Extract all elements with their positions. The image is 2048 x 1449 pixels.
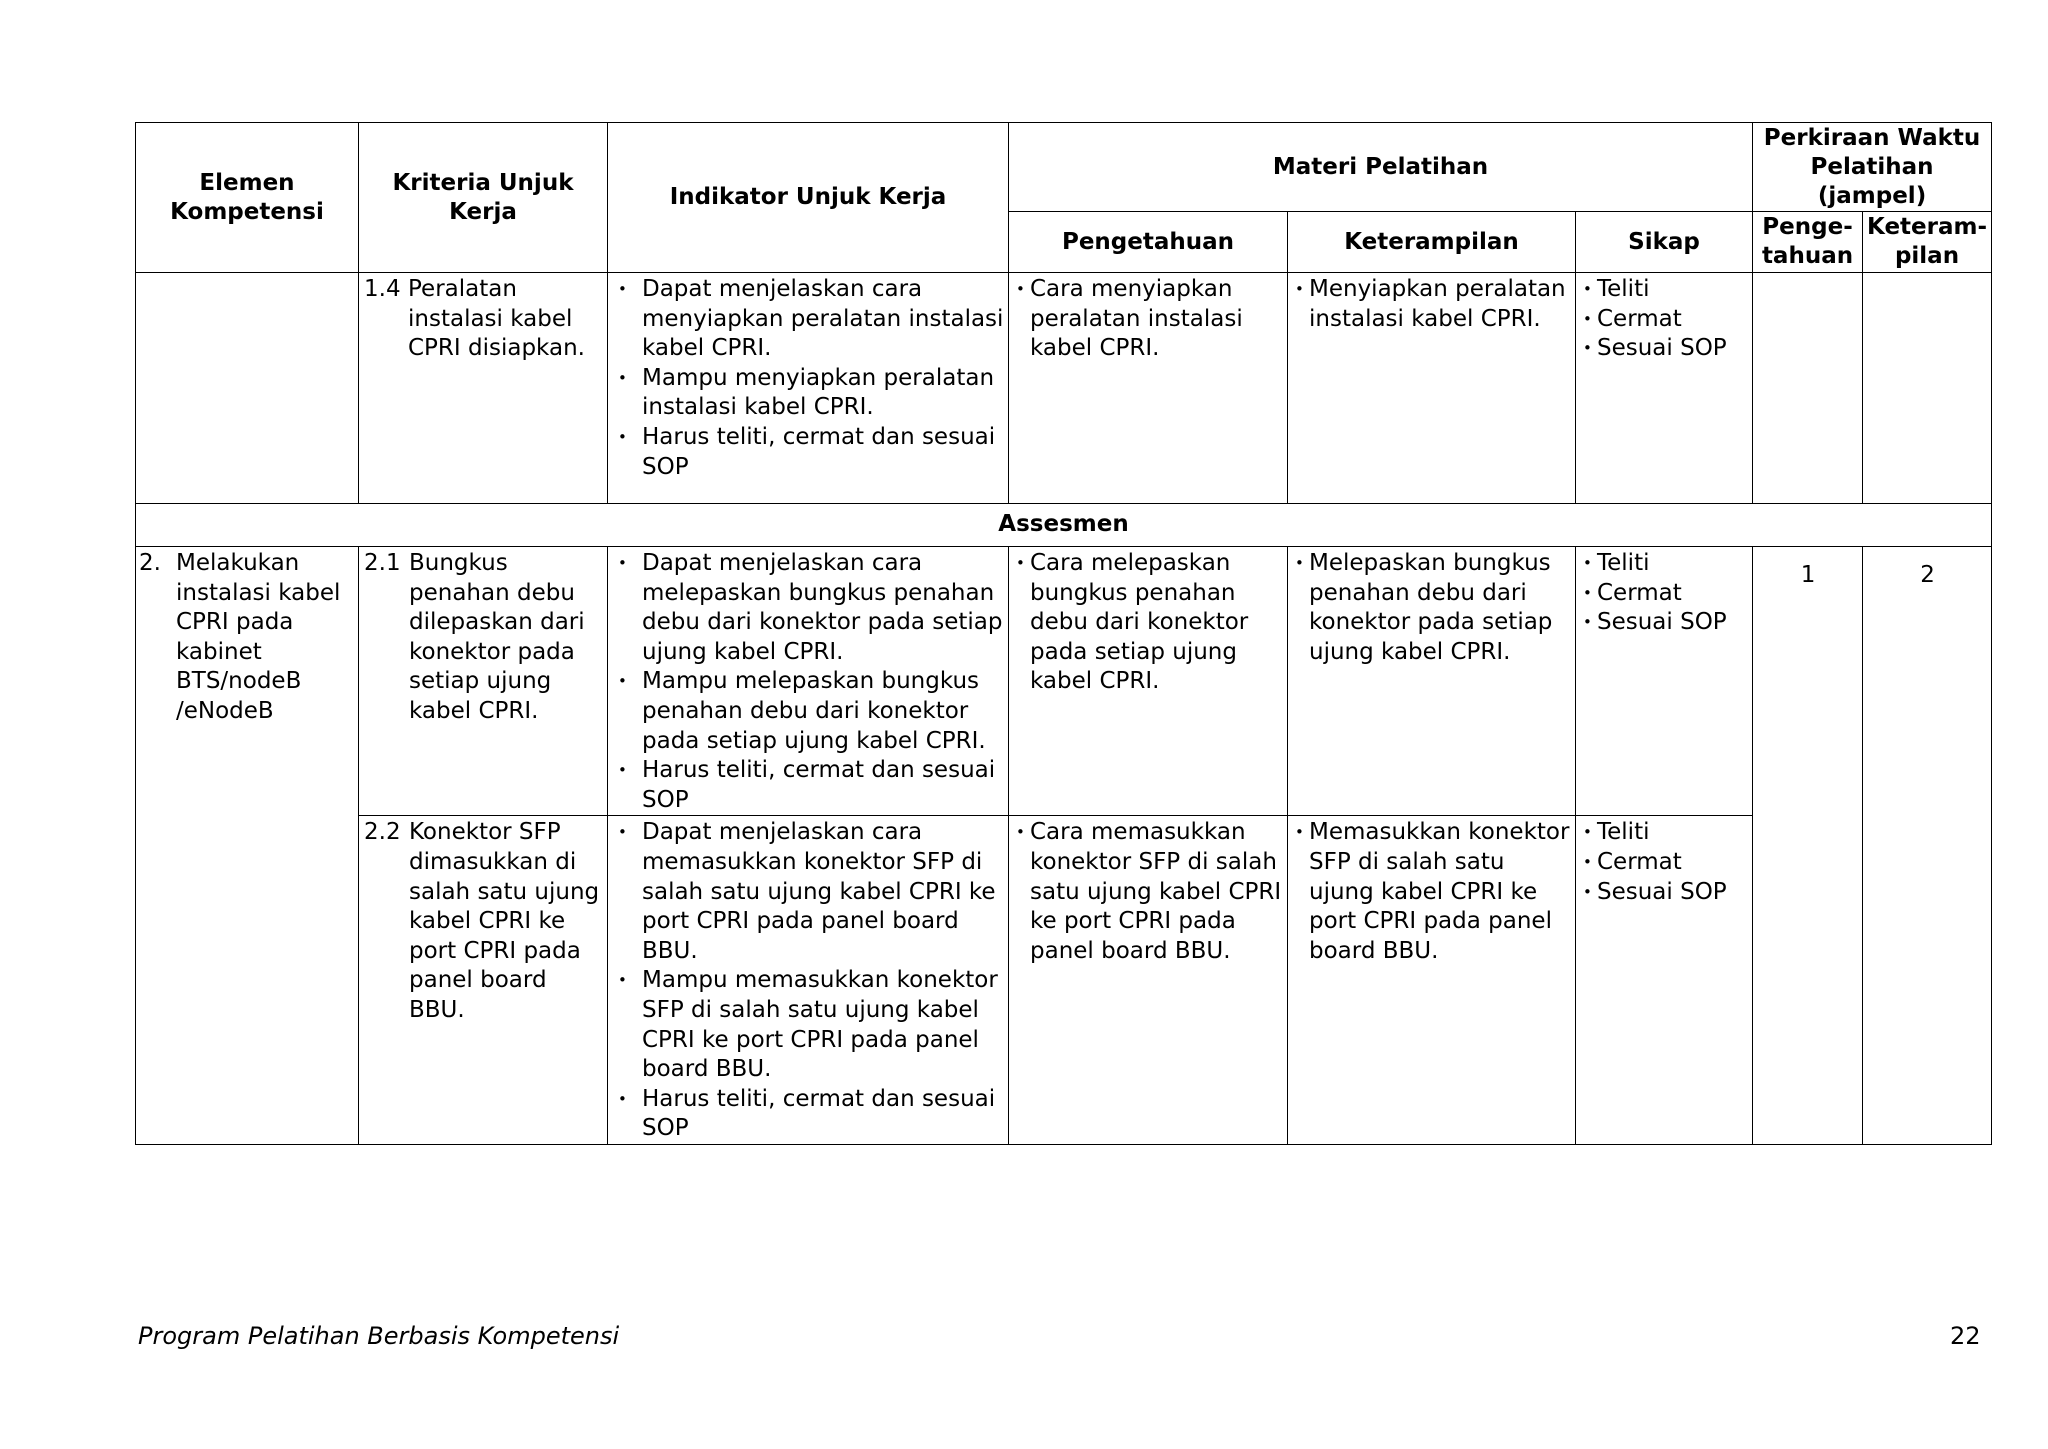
pengetahuan-cell	[1009, 273, 1288, 504]
header-materi: Materi Pelatihan	[1009, 123, 1753, 212]
jampel-keterampilan-cell-empty	[1863, 273, 1992, 504]
header-kriteria: Kriteria Unjuk Kerja	[359, 123, 608, 273]
indikator-cell	[608, 547, 1009, 816]
indikator-cell	[608, 816, 1009, 1145]
header-sikap: Sikap	[1576, 212, 1753, 273]
list-item: • Cermat	[1581, 305, 1748, 335]
table-row	[136, 816, 1992, 1145]
sikap-cell	[1576, 273, 1753, 504]
keterampilan-cell	[1288, 816, 1576, 1145]
pengetahuan-cell	[1009, 547, 1288, 816]
elemen-cell-empty	[136, 273, 359, 504]
list-item: • Dapat menjelaskan cara menyiapkan peralatan instalasi kabel CPRI.	[613, 275, 1004, 364]
header-keterampilan: Keterampilan	[1288, 212, 1576, 273]
list-item: • Harus teliti, cermat dan sesuai SOP	[613, 1085, 1004, 1144]
header-pengetahuan: Pengetahuan	[1009, 212, 1288, 273]
list-item: • Cara memasukkan konektor SFP di salah satu ujung kabel CPRI ke port CPRI pada panel board BBU.	[1014, 818, 1283, 966]
header-waktu: Perkiraan Waktu Pelatihan (jampel)	[1753, 123, 1992, 212]
sikap-cell	[1576, 547, 1753, 816]
keterampilan-cell	[1288, 547, 1576, 816]
list-item: • Cermat	[1581, 848, 1748, 878]
header-waktu-pengetahuan: Penge-tahuan	[1753, 212, 1863, 273]
list-item: • Sesuai SOP	[1581, 878, 1748, 908]
kuk-number: 2.2	[364, 819, 401, 846]
list-item: • Sesuai SOP	[1581, 334, 1748, 364]
competency-table	[135, 122, 1992, 1145]
kuk-cell	[359, 547, 608, 816]
list-item: • Mampu menyiapkan peralatan instalasi kabel CPRI.	[613, 364, 1004, 423]
elemen-text: Melakukan instalasi kabel CPRI pada kabinet BTS/nodeB /eNodeB	[176, 550, 341, 724]
page-number: 22	[1950, 1322, 1981, 1350]
kuk-text: Peralatan instalasi kabel CPRI disiapkan.	[408, 276, 585, 362]
list-item: • Cara melepaskan bungkus penahan debu dari konektor pada setiap ujung kabel CPRI.	[1014, 549, 1283, 697]
elemen-number: 2.	[139, 550, 161, 576]
kuk-cell	[359, 816, 608, 1145]
list-item: • Teliti	[1581, 549, 1748, 579]
pengetahuan-cell	[1009, 816, 1288, 1145]
list-item: • Mampu memasukkan konektor SFP di salah satu ujung kabel CPRI ke port CPRI pada panel board BBU.	[613, 966, 1004, 1084]
footer-program-title: Program Pelatihan Berbasis Kompetensi	[138, 1322, 620, 1350]
header-waktu-keterampilan: Keteram-pilan	[1863, 212, 1992, 273]
kuk-text: Bungkus penahan debu dilepaskan dari konektor pada setiap ujung kabel CPRI.	[409, 550, 585, 724]
jampel-pengetahuan-value: 1	[1753, 547, 1863, 1145]
list-item: • Dapat menjelaskan cara melepaskan bungkus penahan debu dari konektor pada setiap ujung kabel CPRI.	[613, 549, 1004, 667]
elemen-cell	[136, 547, 359, 1145]
list-item: • Dapat menjelaskan cara memasukkan konektor SFP di salah satu ujung kabel CPRI ke port CPRI pada panel board BBU.	[613, 818, 1004, 966]
list-item: • Harus teliti, cermat dan sesuai SOP	[613, 756, 1004, 815]
list-item: • Mampu melepaskan bungkus penahan debu dari konektor pada setiap ujung kabel CPRI.	[613, 667, 1004, 756]
kuk-number: 2.1	[364, 550, 401, 576]
jampel-keterampilan-value: 2	[1863, 547, 1992, 1145]
list-item: • Harus teliti, cermat dan sesuai SOP	[613, 423, 1004, 482]
header-indikator: Indikator Unjuk Kerja	[608, 123, 1009, 273]
list-item: • Menyiapkan peralatan instalasi kabel CPRI.	[1293, 275, 1571, 334]
kuk-text: Konektor SFP dimasukkan di salah satu ujung kabel CPRI ke port CPRI pada panel board BBU.	[409, 819, 600, 1023]
header-elemen: Elemen Kompetensi	[136, 123, 359, 273]
jampel-pengetahuan-cell-empty	[1753, 273, 1863, 504]
list-item: • Memasukkan konektor SFP di salah satu ujung kabel CPRI ke port CPRI pada panel board BBU.	[1293, 818, 1571, 966]
list-item: • Teliti	[1581, 818, 1748, 848]
assessment-row: Assesmen	[136, 504, 1992, 547]
table-row	[136, 547, 1992, 816]
sikap-cell	[1576, 816, 1753, 1145]
keterampilan-cell	[1288, 273, 1576, 504]
kuk-number: 1.4	[364, 276, 401, 302]
list-item: • Teliti	[1581, 275, 1748, 305]
table-row	[136, 273, 1992, 504]
indikator-cell	[608, 273, 1009, 504]
list-item: • Melepaskan bungkus penahan debu dari konektor pada setiap ujung kabel CPRI.	[1293, 549, 1571, 667]
kuk-cell	[359, 273, 608, 504]
list-item: • Cermat	[1581, 579, 1748, 609]
list-item: • Sesuai SOP	[1581, 608, 1748, 638]
list-item: • Cara menyiapkan peralatan instalasi kabel CPRI.	[1014, 275, 1283, 364]
